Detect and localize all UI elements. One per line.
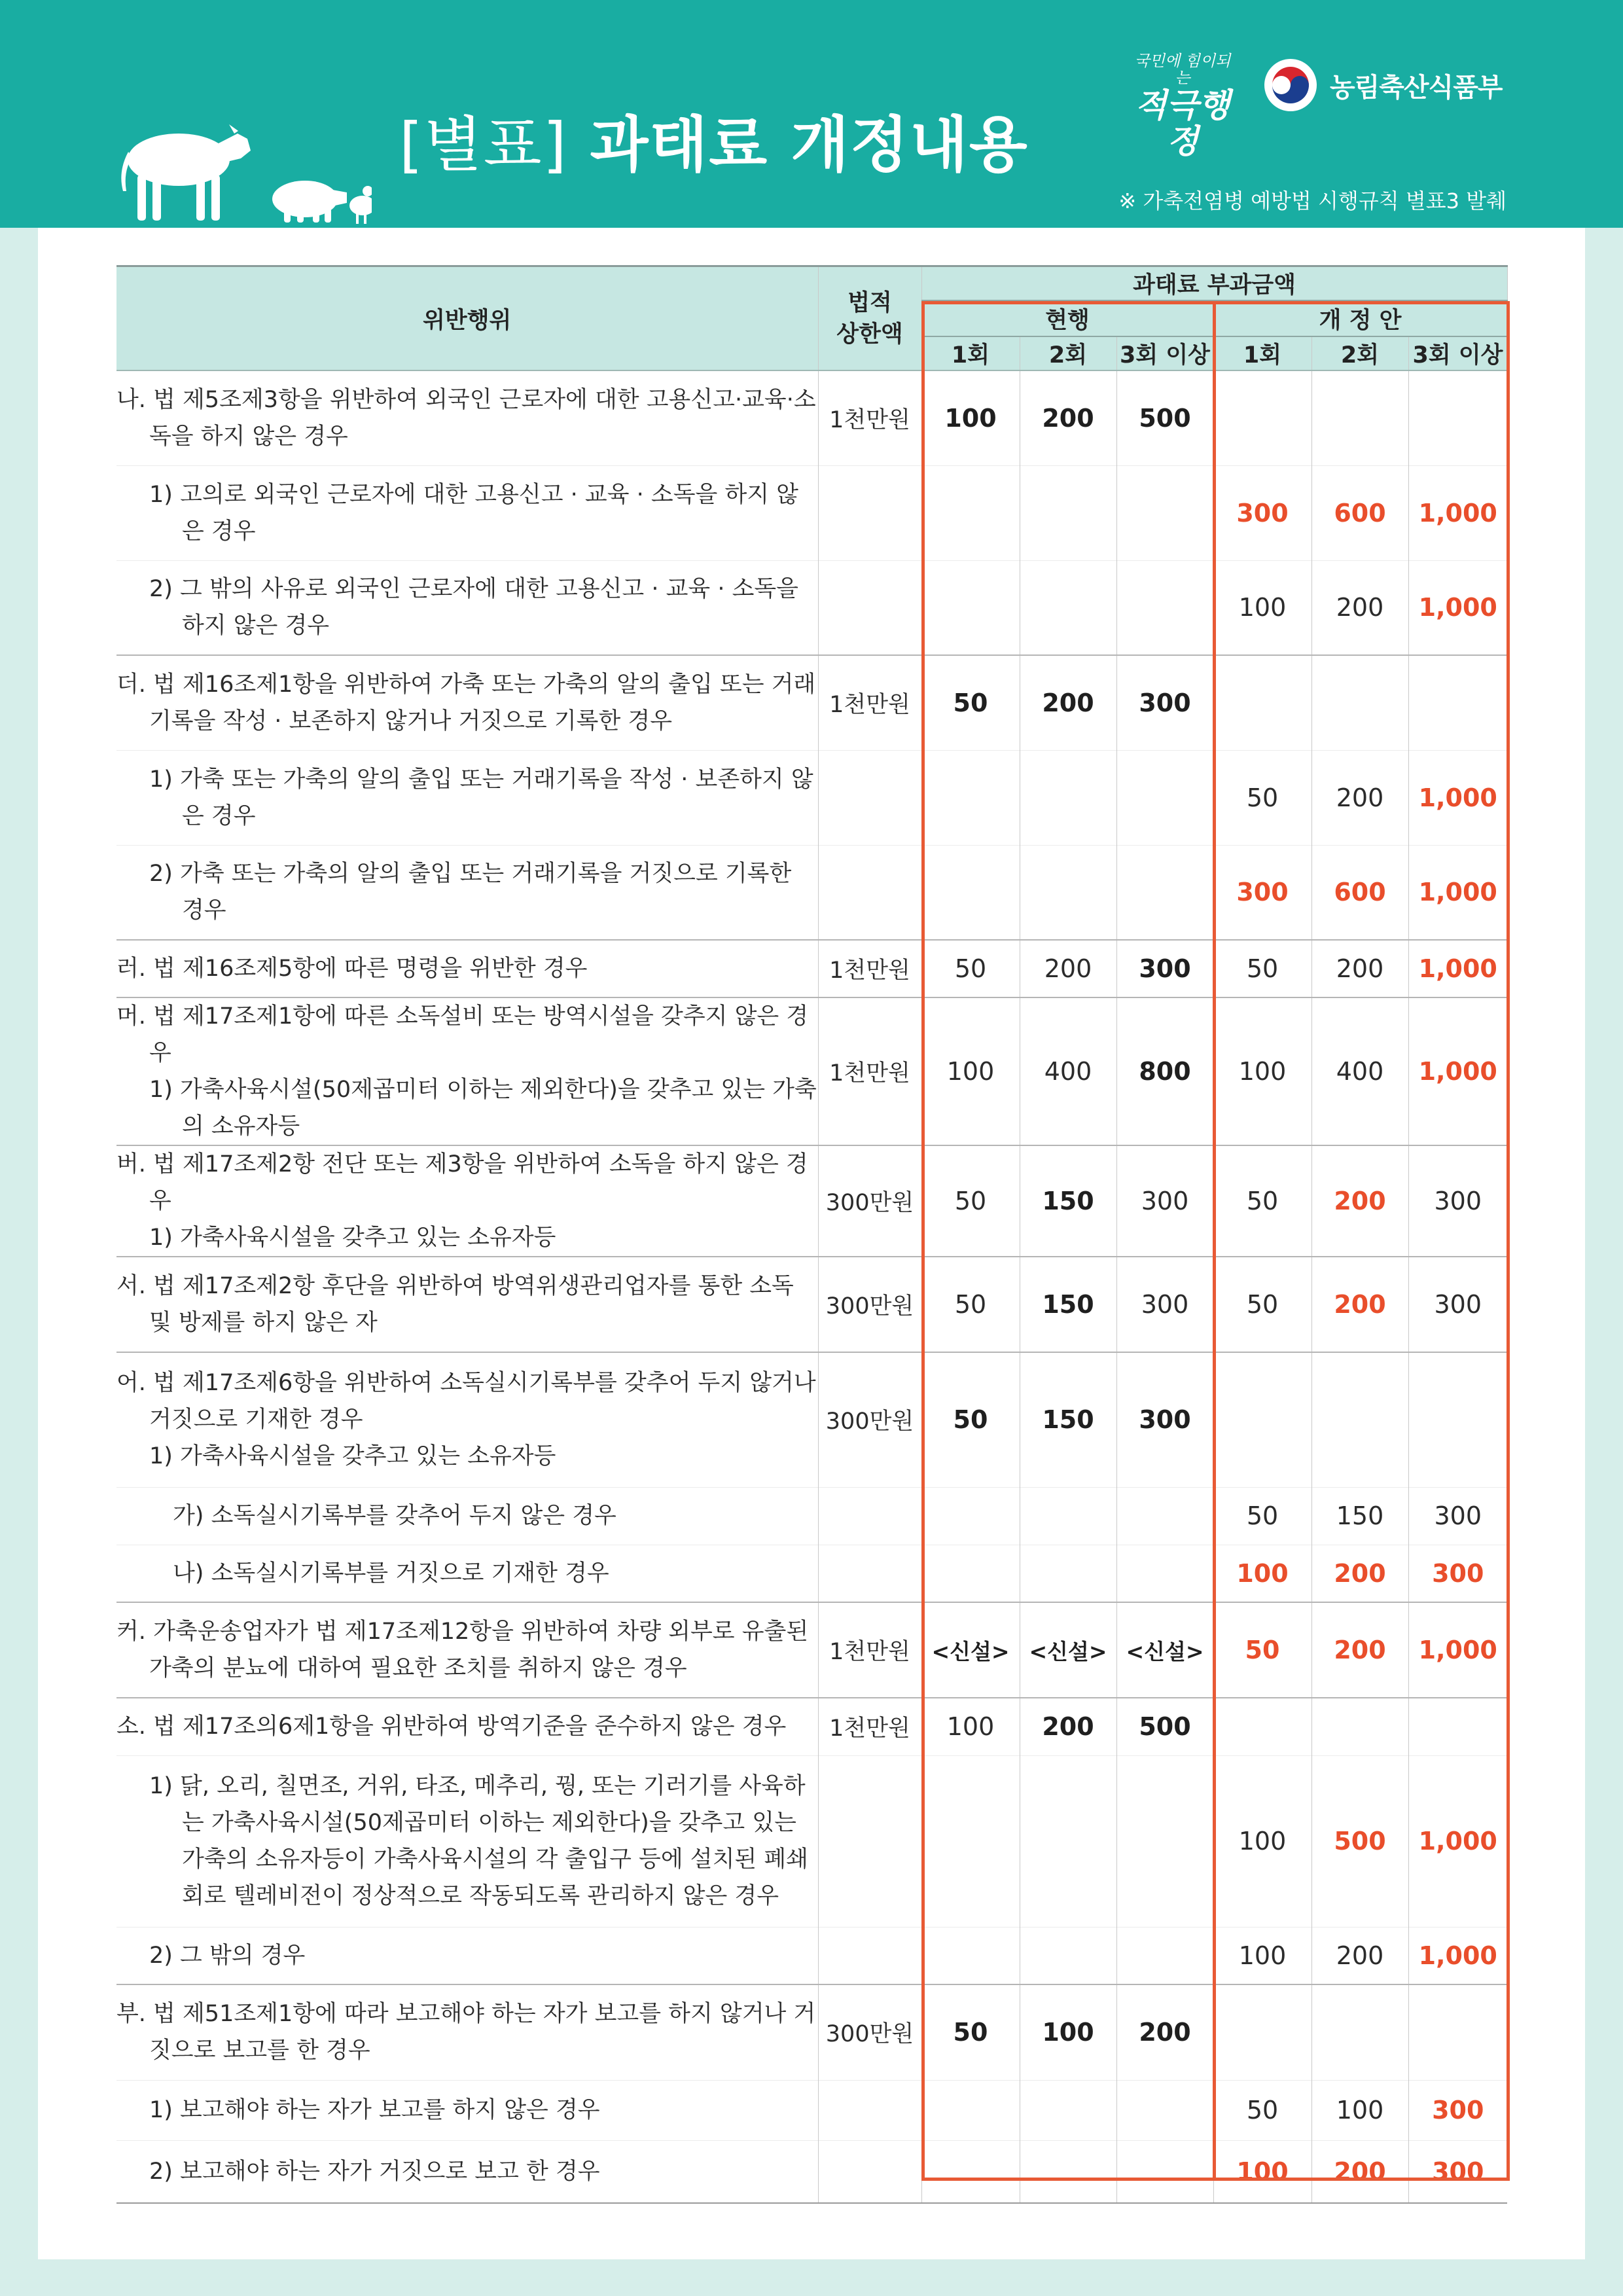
limit-cell: 1천만원 xyxy=(818,997,921,1145)
violation-text: 더. 법 제16조제1항을 위반하여 가축 또는 가축의 알의 출입 또는 거래기록을 작성 · 보존하지 않거나 거짓으로 기록한 경우 xyxy=(116,671,816,734)
rev-1: 100 xyxy=(1213,1927,1311,1984)
violation-cell xyxy=(116,1927,818,1984)
cur-3: 300 xyxy=(1116,1352,1213,1487)
cur-1: 100 xyxy=(921,1698,1020,1755)
rev-2: 150 xyxy=(1311,1487,1408,1545)
cur-3 xyxy=(1116,2080,1213,2140)
header-legal-limit-text: 법적 상한액 xyxy=(836,289,903,348)
violation-text: 커. 가축운송업자가 법 제17조제12항을 위반하여 차량 외부로 유출된 가축의 분뇨에 대하여 필요한 조치를 취하지 않은 경우 xyxy=(116,1619,809,1681)
violation-cell xyxy=(116,1984,818,2080)
cur-2 xyxy=(1020,845,1116,940)
cur-1 xyxy=(921,1927,1020,1984)
cur-1: 100 xyxy=(921,997,1020,1145)
rev-3: 1,000 xyxy=(1408,465,1507,560)
cur-2: 200 xyxy=(1020,1698,1116,1755)
slogan-logo xyxy=(1133,52,1232,159)
rev-3: 1,000 xyxy=(1408,940,1507,997)
cur-2 xyxy=(1020,1487,1116,1545)
table-row xyxy=(116,1145,1507,1257)
cur-2 xyxy=(1020,1755,1116,1927)
cur-2: 150 xyxy=(1020,1257,1116,1352)
rev-2 xyxy=(1311,655,1408,750)
limit-cell: 1천만원 xyxy=(818,1698,921,1755)
violation-text: 가) 소독실시기록부를 갖추어 두지 않은 경우 xyxy=(173,1503,616,1529)
violation-text: 부. 법 제51조제1항에 따라 보고해야 하는 자가 보고를 하지 않거나 거짓으로 보고를 한 경우 xyxy=(116,2001,816,2064)
table-row xyxy=(116,1984,1507,2080)
rev-3: 1,000 xyxy=(1408,560,1507,655)
violation-subtext: 1) 가축사육시설을 갖추고 있는 소유자등 xyxy=(149,1225,556,1251)
fine-table xyxy=(116,265,1508,2204)
rev-2: 600 xyxy=(1311,465,1408,560)
table-row xyxy=(116,940,1507,997)
cur-3 xyxy=(1116,1487,1213,1545)
cur-2: 200 xyxy=(1020,940,1116,997)
cur-1 xyxy=(921,1545,1020,1602)
limit-cell: 1천만원 xyxy=(818,1602,921,1698)
table-row xyxy=(116,1487,1507,1545)
violation-text: 어. 법 제17조제6항을 위반하여 소독실시기록부를 갖추어 두지 않거나 거짓으로 기재한 경우 xyxy=(116,1370,816,1433)
rev-2 xyxy=(1311,1984,1408,2080)
cur-2 xyxy=(1020,560,1116,655)
violation-text: 나) 소독실시기록부를 거짓으로 기재한 경우 xyxy=(173,1560,609,1587)
rev-2 xyxy=(1311,1698,1408,1755)
cur-1: 50 xyxy=(921,940,1020,997)
violation-cell xyxy=(116,1545,818,1602)
violation-text: 2) 가축 또는 가축의 알의 출입 또는 거래기록을 거짓으로 기록한 경우 xyxy=(149,861,792,924)
slogan-line2: 적극행정 xyxy=(1135,85,1230,160)
cur-1 xyxy=(921,560,1020,655)
violation-cell xyxy=(116,997,818,1145)
violation-text: 머. 법 제17조제1항에 따른 소독설비 또는 방역시설을 갖추지 않은 경우 xyxy=(116,1003,809,1066)
table-row xyxy=(116,560,1507,655)
rev-1: 50 xyxy=(1213,750,1311,845)
violation-subtext: 1) 가축사육시설을 갖추고 있는 소유자등 xyxy=(149,1443,556,1470)
cur-1: 50 xyxy=(921,655,1020,750)
violation-subtext: 1) 가축사육시설(50제곱미터 이하는 제외한다)을 갖추고 있는 가축의 소유자등 xyxy=(149,1077,817,1139)
limit-cell: 300만원 xyxy=(818,1145,921,1257)
header-rev-2: 2회 xyxy=(1311,336,1408,370)
table-row xyxy=(116,1352,1507,1487)
rev-2: 200 xyxy=(1311,1145,1408,1257)
cur-2: 400 xyxy=(1020,997,1116,1145)
cur-1 xyxy=(921,845,1020,940)
rev-3 xyxy=(1408,370,1507,465)
cur-2: 200 xyxy=(1020,655,1116,750)
rev-3: 300 xyxy=(1408,1257,1507,1352)
violation-text: 러. 법 제16조제5항에 따른 명령을 위반한 경우 xyxy=(116,956,588,982)
limit-cell: 300만원 xyxy=(818,1257,921,1352)
rev-2: 200 xyxy=(1311,1257,1408,1352)
rev-2: 200 xyxy=(1311,1602,1408,1698)
cur-2 xyxy=(1020,1927,1116,1984)
rev-2: 200 xyxy=(1311,750,1408,845)
violation-cell xyxy=(116,1755,818,1927)
rev-1: 300 xyxy=(1213,465,1311,560)
rev-2: 200 xyxy=(1311,940,1408,997)
ministry-name: 농림축산식품부 xyxy=(1330,72,1503,103)
header-current: 현행 xyxy=(921,300,1213,336)
rev-2: 200 xyxy=(1311,1927,1408,1984)
table-row xyxy=(116,465,1507,560)
cur-1 xyxy=(921,1487,1020,1545)
header-fine-amount: 과태료 부과금액 xyxy=(921,266,1507,301)
rev-2: 200 xyxy=(1311,560,1408,655)
violation-cell xyxy=(116,370,818,465)
cur-3 xyxy=(1116,750,1213,845)
cur-1 xyxy=(921,2140,1020,2203)
limit-cell xyxy=(818,560,921,655)
cur-3 xyxy=(1116,465,1213,560)
rev-3: 300 xyxy=(1408,2140,1507,2203)
limit-cell xyxy=(818,2140,921,2203)
title-text: 과태료 개정내용 xyxy=(590,110,1029,180)
violation-cell xyxy=(116,1698,818,1755)
rev-3: 300 xyxy=(1408,1545,1507,1602)
cur-3 xyxy=(1116,560,1213,655)
cur-1: 50 xyxy=(921,1984,1020,2080)
header-banner xyxy=(0,0,1623,228)
page-title xyxy=(399,110,1029,180)
rev-2: 400 xyxy=(1311,997,1408,1145)
cur-1: 50 xyxy=(921,1257,1020,1352)
violation-text: 2) 그 밖의 경우 xyxy=(149,1942,306,1969)
cur-3: 300 xyxy=(1116,1145,1213,1257)
cur-3: <신설> xyxy=(1116,1602,1213,1698)
header-cur-1: 1회 xyxy=(921,336,1020,370)
cur-1: 50 xyxy=(921,1352,1020,1487)
rev-1: 50 xyxy=(1213,940,1311,997)
rev-1: 100 xyxy=(1213,1545,1311,1602)
cur-1 xyxy=(921,750,1020,845)
slogan-line1: 국민에 힘이되는 xyxy=(1134,52,1231,88)
header-revised: 개 정 안 xyxy=(1213,300,1507,336)
livestock-icon xyxy=(116,119,372,227)
cur-2: 150 xyxy=(1020,1352,1116,1487)
violation-cell xyxy=(116,1602,818,1698)
rev-1 xyxy=(1213,1698,1311,1755)
rev-1 xyxy=(1213,370,1311,465)
rev-3: 1,000 xyxy=(1408,845,1507,940)
table-row xyxy=(116,370,1507,465)
rev-1: 100 xyxy=(1213,1755,1311,1927)
violation-cell xyxy=(116,1487,818,1545)
table-row xyxy=(116,2080,1507,2140)
violation-text: 1) 보고해야 하는 자가 보고를 하지 않은 경우 xyxy=(149,2097,600,2123)
table-row xyxy=(116,655,1507,750)
rev-1: 50 xyxy=(1213,1257,1311,1352)
header-rev-1: 1회 xyxy=(1213,336,1311,370)
header-cur-2: 2회 xyxy=(1020,336,1116,370)
cur-3: 300 xyxy=(1116,655,1213,750)
rev-3: 1,000 xyxy=(1408,750,1507,845)
header-legal-limit xyxy=(818,266,921,371)
header-rev-3: 3회 이상 xyxy=(1408,336,1507,370)
cur-2: <신설> xyxy=(1020,1602,1116,1698)
limit-cell xyxy=(818,1927,921,1984)
limit-cell: 1천만원 xyxy=(818,370,921,465)
violation-text: 나. 법 제5조제3항을 위반하여 외국인 근로자에 대한 고용신고·교육·소독을 하지 않은 경우 xyxy=(116,386,816,450)
rev-2: 200 xyxy=(1311,2140,1408,2203)
rev-1: 50 xyxy=(1213,1487,1311,1545)
violation-cell xyxy=(116,1352,818,1487)
rev-3: 300 xyxy=(1408,2080,1507,2140)
limit-cell xyxy=(818,1487,921,1545)
rev-1 xyxy=(1213,655,1311,750)
cur-3 xyxy=(1116,1927,1213,1984)
rev-1: 100 xyxy=(1213,2140,1311,2203)
header-cur-3: 3회 이상 xyxy=(1116,336,1213,370)
violation-cell xyxy=(116,465,818,560)
violation-cell xyxy=(116,655,818,750)
cur-2 xyxy=(1020,2140,1116,2203)
rev-1: 50 xyxy=(1213,1602,1311,1698)
rev-3: 1,000 xyxy=(1408,1755,1507,1927)
table-row xyxy=(116,1257,1507,1352)
cur-3: 300 xyxy=(1116,940,1213,997)
limit-cell: 1천만원 xyxy=(818,940,921,997)
violation-text: 버. 법 제17조제2항 전단 또는 제3항을 위반하여 소독을 하지 않은 경우 xyxy=(116,1151,808,1214)
rev-3 xyxy=(1408,1698,1507,1755)
cur-3 xyxy=(1116,2140,1213,2203)
cur-2 xyxy=(1020,465,1116,560)
rev-3: 1,000 xyxy=(1408,997,1507,1145)
limit-cell xyxy=(818,750,921,845)
rev-3 xyxy=(1408,1984,1507,2080)
violation-cell xyxy=(116,750,818,845)
cur-2 xyxy=(1020,1545,1116,1602)
cur-1: 50 xyxy=(921,1145,1020,1257)
rev-3: 300 xyxy=(1408,1487,1507,1545)
rev-2: 500 xyxy=(1311,1755,1408,1927)
cur-3: 200 xyxy=(1116,1984,1213,2080)
cur-2 xyxy=(1020,750,1116,845)
limit-cell xyxy=(818,845,921,940)
cur-1: 100 xyxy=(921,370,1020,465)
header-violation: 위반행위 xyxy=(116,266,818,371)
limit-cell: 300만원 xyxy=(818,1984,921,2080)
violation-text: 1) 닭, 오리, 칠면조, 거위, 타조, 메추리, 꿩, 또는 기러기를 사육하는 가축사육시설(50제곱미터 이하는 제외한다)을 갖추고 있는 가축의 소유자등이 가축사육시설의 각 출입구 등에 설치된 폐쇄회로 텔레비전이 정상적으로 작동되도록 관리하지 않은 경우 xyxy=(149,1773,808,1909)
title-bracket: [별표] xyxy=(399,110,568,180)
rev-3: 1,000 xyxy=(1408,1602,1507,1698)
violation-cell xyxy=(116,2080,818,2140)
violation-text: 2) 보고해야 하는 자가 거짓으로 보고 한 경우 xyxy=(149,2158,600,2185)
violation-text: 2) 그 밖의 사유로 외국인 근로자에 대한 고용신고 · 교육 · 소독을 하지 않은 경우 xyxy=(149,576,798,639)
violation-cell xyxy=(116,1145,818,1257)
cur-3: 800 xyxy=(1116,997,1213,1145)
rev-1: 50 xyxy=(1213,2080,1311,2140)
limit-cell xyxy=(818,1755,921,1927)
violation-text: 1) 가축 또는 가축의 알의 출입 또는 거래기록을 작성 · 보존하지 않은 경우 xyxy=(149,766,813,829)
rev-3 xyxy=(1408,655,1507,750)
rev-3: 1,000 xyxy=(1408,1927,1507,1984)
table-row xyxy=(116,2140,1507,2203)
cur-3 xyxy=(1116,1545,1213,1602)
cur-3: 500 xyxy=(1116,1698,1213,1755)
cur-1 xyxy=(921,465,1020,560)
rev-2 xyxy=(1311,370,1408,465)
cur-1: <신설> xyxy=(921,1602,1020,1698)
cur-1 xyxy=(921,1755,1020,1927)
cur-2: 150 xyxy=(1020,1145,1116,1257)
rev-2: 600 xyxy=(1311,845,1408,940)
cur-1 xyxy=(921,2080,1020,2140)
violation-cell xyxy=(116,2140,818,2203)
violation-text: 서. 법 제17조제2항 후단을 위반하여 방역위생관리업자를 통한 소독 및 방제를 하지 않은 자 xyxy=(116,1273,794,1336)
cur-3 xyxy=(1116,845,1213,940)
taegeuk-emblem-icon xyxy=(1263,58,1318,113)
rev-1 xyxy=(1213,1352,1311,1487)
rev-3: 300 xyxy=(1408,1145,1507,1257)
rev-1: 100 xyxy=(1213,997,1311,1145)
table-row xyxy=(116,1927,1507,1984)
table-row xyxy=(116,845,1507,940)
table-row xyxy=(116,1602,1507,1698)
violation-cell xyxy=(116,560,818,655)
violation-cell xyxy=(116,845,818,940)
rev-1: 50 xyxy=(1213,1145,1311,1257)
rev-2 xyxy=(1311,1352,1408,1487)
table-row xyxy=(116,997,1507,1145)
violation-text: 소. 법 제17조의6제1항을 위반하여 방역기준을 준수하지 않은 경우 xyxy=(116,1713,787,1740)
limit-cell xyxy=(818,2080,921,2140)
limit-cell: 1천만원 xyxy=(818,655,921,750)
table-row xyxy=(116,1698,1507,1755)
rev-3 xyxy=(1408,1352,1507,1487)
table-row xyxy=(116,1545,1507,1602)
cur-3: 500 xyxy=(1116,370,1213,465)
limit-cell xyxy=(818,1545,921,1602)
violation-text: 1) 고의로 외국인 근로자에 대한 고용신고 · 교육 · 소독을 하지 않은 경우 xyxy=(149,481,798,545)
violation-cell xyxy=(116,940,818,997)
rev-2: 100 xyxy=(1311,2080,1408,2140)
limit-cell xyxy=(818,465,921,560)
cur-3 xyxy=(1116,1755,1213,1927)
cur-2 xyxy=(1020,2080,1116,2140)
violation-cell xyxy=(116,1257,818,1352)
table-row xyxy=(116,750,1507,845)
cur-2: 200 xyxy=(1020,370,1116,465)
cur-3: 300 xyxy=(1116,1257,1213,1352)
source-note: ※ 가축전염병 예방법 시행규칙 별표3 발췌 xyxy=(1118,188,1507,213)
limit-cell: 300만원 xyxy=(818,1352,921,1487)
cur-2: 100 xyxy=(1020,1984,1116,2080)
rev-1: 100 xyxy=(1213,560,1311,655)
rev-2: 200 xyxy=(1311,1545,1408,1602)
rev-1 xyxy=(1213,1984,1311,2080)
table-row xyxy=(116,1755,1507,1927)
rev-1: 300 xyxy=(1213,845,1311,940)
ministry-logo xyxy=(1263,52,1502,118)
